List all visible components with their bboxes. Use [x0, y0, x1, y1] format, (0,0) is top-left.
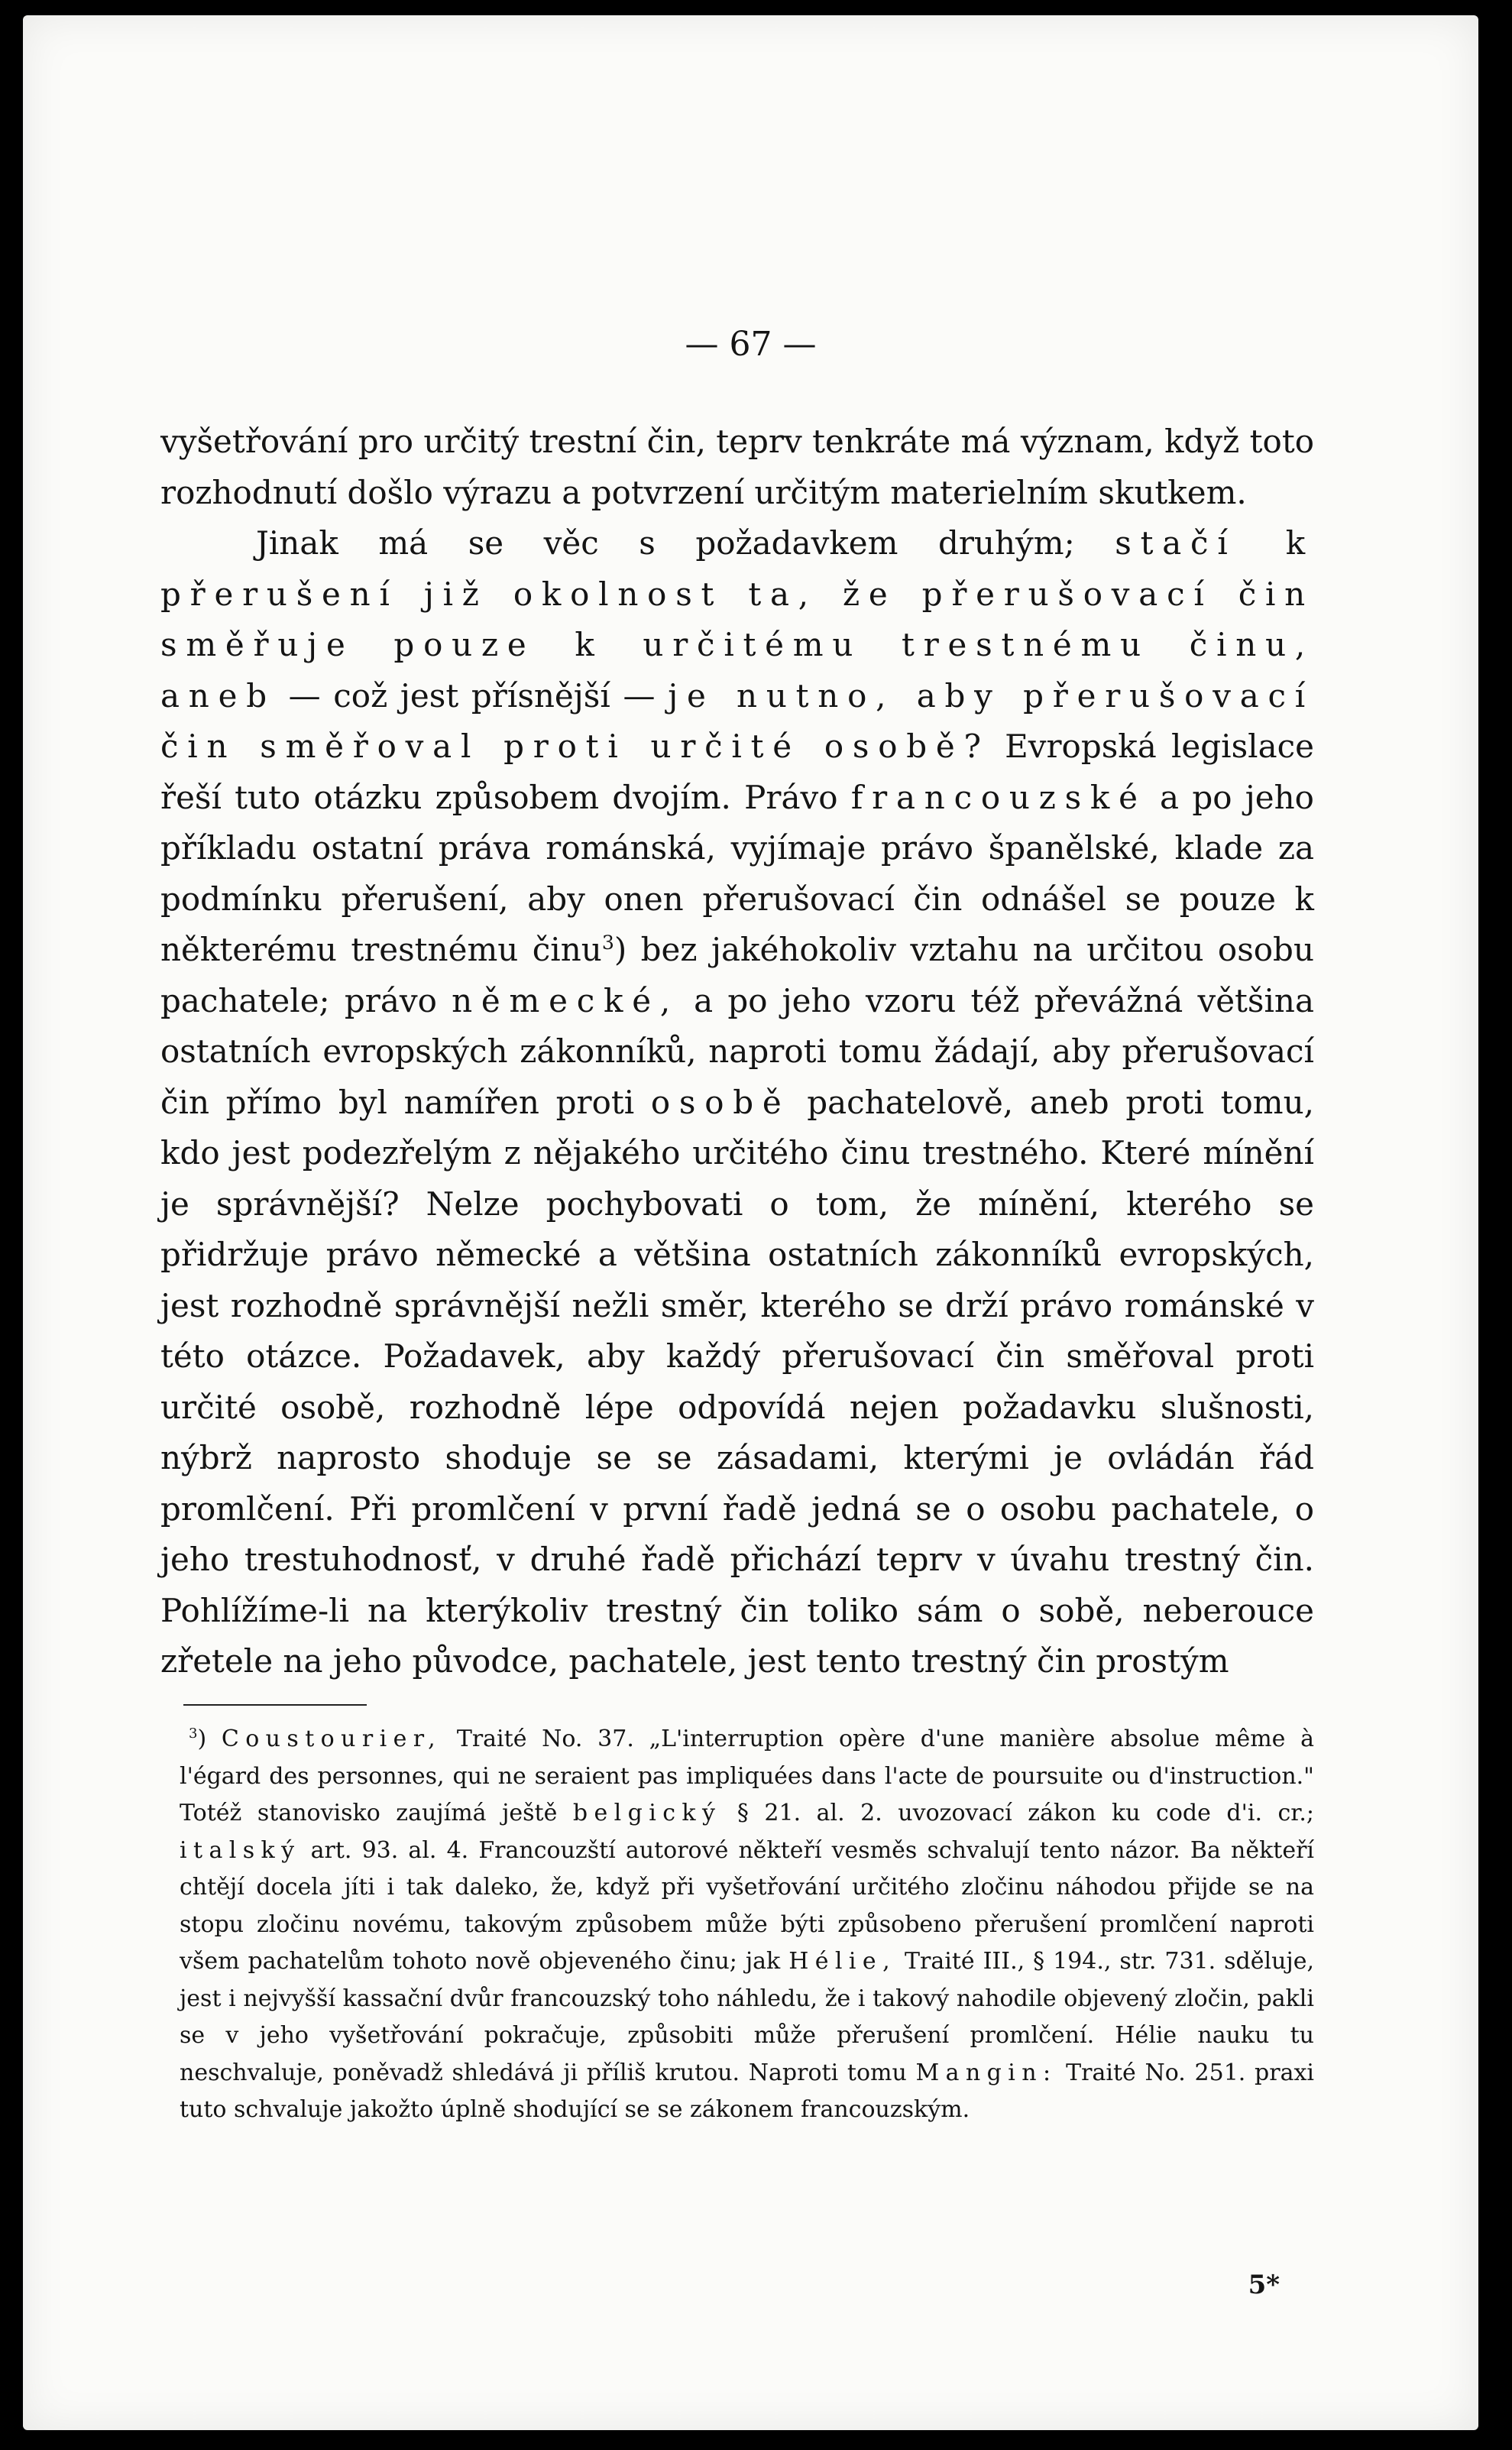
footnote-author: Coustourier,: [221, 1726, 442, 1752]
footnote-text: Traité III., § 194., str. 731. sděluje, jest i nejvyšší kassační dvůr francouzský toho náhledu, že i takový nahodile objevený zločin, pakli se v jeho vyšetřování pokračuje, způsobiti může přerušení promlčení. Hélie nauku tu neschvaluje, poněvadž shledává ji příliš krutou. Naproti tomu: [180, 1948, 1315, 2086]
text-run: — což jest přísnější —: [288, 676, 656, 715]
page-number: — 67 —: [685, 325, 817, 364]
footnote-spaced: belgický: [572, 1800, 722, 1826]
spaced-text: francouzské: [850, 778, 1147, 816]
spaced-text: stačí k přerušení již okolnost ta, že přerušovací čin směřuje pouze k určitému trestnému činu, aneb: [160, 524, 1314, 715]
footnote-text: Traité No. 37. „L'interruption opère d'une manière absolue même à l'égard des personnes, qui ne seraient pas impliquées dans l'acte de poursuite ou d'instruction." Totéž stanovisko zaujímá ještě: [180, 1726, 1314, 1826]
book-page: [23, 15, 1478, 2430]
footnote-paragraph: $^3$) Coustourier, Traité No. 37. „L'interruption opère d'une manière absolue même à l'égard des personnes, qui ne seraient pas impliquées dans l'acte de poursuite ou d'instruction." Totéž stanovisko zaujímá ještě belgický § 21. al. 2. uvozovací zákon ku code d'i. cr.; italský art. 93. al. 4. Francouzští autorové někteří vesměs schvalují tento názor. Ba někteří chtějí docela jíti i tak daleko, že, když při vyšetřování určitého zločinu náhodou přijde se na stopu zločinu novému, takovým způsobem může býti způsobeno přerušení promlčení naproti všem pachatelům tohoto nově objeveného činu; jak Hélie, Traité III., § 194., str. 731. sděluje, jest i nejvyšší kassační dvůr francouzský toho náhledu, že i takový nahodile objevený zločin, pakli se v jeho vyšetřování pokračuje, způsobiti může přerušení promlčení. Hélie nauku tu neschvaluje, poněvadž shledává ji příliš krutou. Naproti tomu Mangin: Traité No. 251. praxi tuto schvaluje jakožto úplně shodující se se zákonem francouzským.: [180, 1726, 1315, 2123]
spaced-text: osobě: [650, 1083, 791, 1121]
spaced-text: je nutno, aby přerušovací čin směřoval proti určité osobě?: [160, 676, 1314, 765]
footnote-text: Traité No. 251. praxi tuto schvaluje jakožto úplně shodující se se zákonem francouzským.: [180, 2059, 1314, 2123]
footnote-mark: 3: [189, 1726, 198, 1742]
main-text: [160, 416, 1314, 1687]
text-run: Evropská legislace řeší tuto otázku způsobem dvojím. Právo: [160, 728, 1314, 816]
text-run: pachatelově, aneb proti tomu, kdo jest podezřelým z nějakého určitého činu trestného. Které mínění je správnější? Nelze pochybovati o tom, že mínění, kterého se přidržuje právo německé a většina ostatních zákonníků evropských, jest rozhodně správnější nežli směr, kterého se drží právo románské v této otázce. Požadavek, aby každý přerušovací čin směřoval proti určité osobě, rozhodně lépe odpovídá nejen požadavku slušnosti, nýbrž naprosto shoduje se se zásadami, kterými je ovládán řád promlčení. Při promlčení v první řadě jedná se o osobu pachatele, o jeho trestuhodnosť, v druhé řadě přichází teprv v úvahu trestný čin. Pohlížíme-li na kterýkoliv trestný čin toliko sám o sobě, neberouce zřetele na jeho původce, pachatele, jest tento trestný čin prostým: [160, 1083, 1314, 1680]
footnote-author: Hélie,: [788, 1948, 897, 1975]
paragraph-1: vyšetřování pro určitý trestní čin, teprv tenkráte má význam, když toto rozhodnutí došlo výrazu a potvrzení určitým materielním skutkem.: [160, 423, 1314, 511]
footnote-author: Mangin:: [915, 2059, 1057, 2086]
footnote-divider: [183, 1704, 367, 1706]
text-run: Jinak má se věc s požadavkem druhým;: [256, 524, 1075, 562]
footnote-ref: 3: [601, 932, 614, 954]
footnote-text: § 21. al. 2. uvozovací zákon ku code d'i. cr.;: [737, 1800, 1314, 1826]
spaced-text: německé,: [452, 981, 679, 1019]
paragraph-2: [160, 518, 1314, 1687]
footnote-spaced: italský: [180, 1836, 301, 1864]
text-run: a po jeho vzoru též převážná většina ostatních evropských zákonníků, naproti tomu žádají, aby přerušovací čin přímo byl namířen proti: [160, 981, 1315, 1121]
footnote: [180, 1721, 1314, 2129]
signature-mark: 5*: [1248, 2270, 1280, 2300]
footnote-text: art. 93. al. 4. Francouzští autorové někteří vesměs schvalují tento názor. Ba někteří chtějí docela jíti i tak daleko, že, když při vyšetřování určitého zločinu náhodou přijde se na stopu zločinu novému, takovým způsobem může býti způsobeno přerušení promlčení naproti všem pachatelům tohoto nově objeveného činu; jak: [180, 1836, 1315, 1975]
text-run: ) bez jakéhokoliv vztahu na určitou osobu pachatele; právo: [160, 931, 1314, 1019]
text-run: a po jeho příkladu ostatní práva románská, vyjímaje právo španělské, klade za podmínku přerušení, aby onen přerušovací čin odnášel se pouze k některému trestnému činu: [160, 778, 1314, 968]
